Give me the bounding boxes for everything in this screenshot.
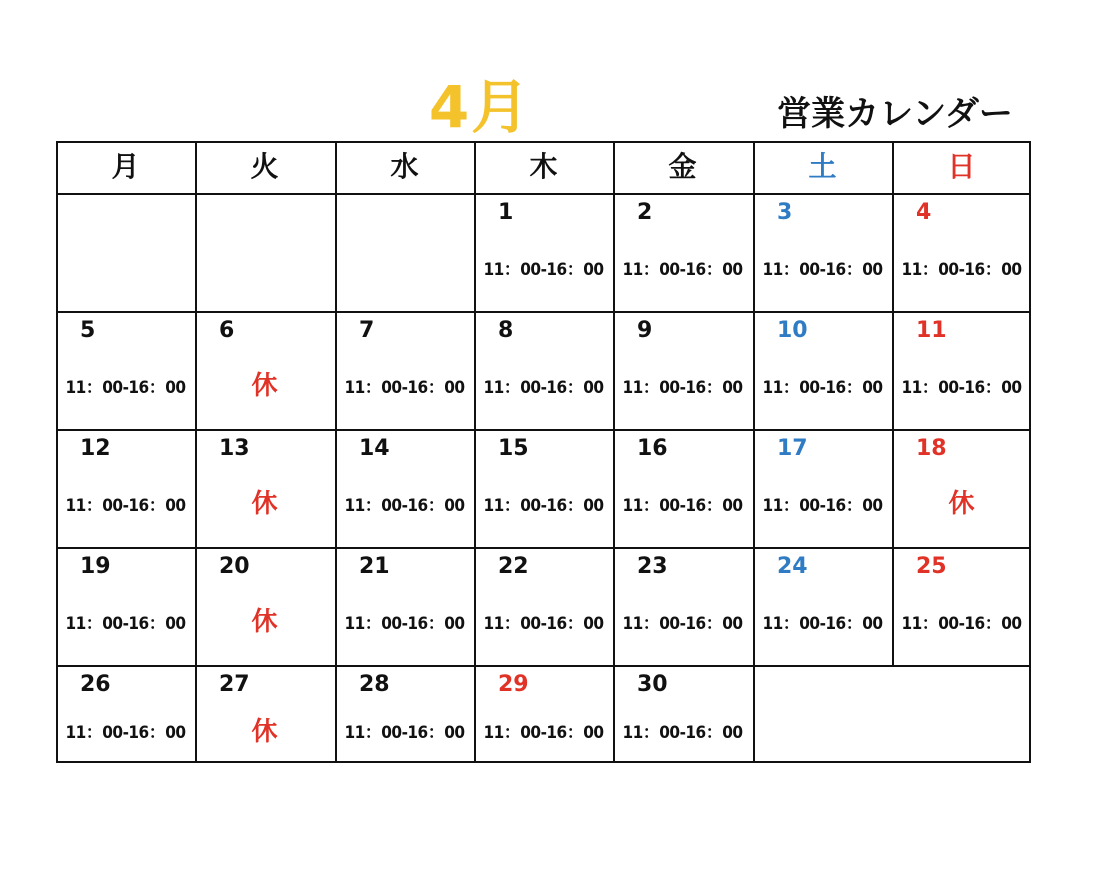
business-hours: 11：00-16：00 [483, 496, 604, 516]
business-hours: 11：00-16：00 [483, 260, 604, 280]
day-number: 16 [637, 436, 668, 461]
weekday-header: 金 [668, 150, 697, 183]
day-number: 18 [916, 436, 947, 461]
day-number: 20 [219, 554, 250, 579]
business-hours: 11：00-16：00 [622, 614, 743, 634]
day-number: 3 [777, 200, 793, 225]
weekday-header: 水 [390, 150, 419, 183]
row-divider [56, 429, 1031, 431]
day-number: 17 [777, 436, 808, 461]
column-divider [613, 141, 615, 763]
business-hours: 11：00-16：00 [65, 496, 186, 516]
row-divider [56, 665, 1031, 667]
business-hours: 11：00-16：00 [622, 260, 743, 280]
closed-mark: 休 [251, 607, 278, 637]
day-number: 28 [359, 672, 390, 697]
day-number: 13 [219, 436, 250, 461]
day-number: 27 [219, 672, 250, 697]
business-hours: 11：00-16：00 [901, 378, 1022, 398]
day-number: 22 [498, 554, 529, 579]
business-hours: 11：00-16：00 [622, 496, 743, 516]
day-number: 5 [80, 318, 96, 343]
column-divider [753, 141, 755, 763]
business-hours: 11：00-16：00 [901, 260, 1022, 280]
closed-mark: 休 [948, 489, 975, 519]
month-title: 4月 [428, 73, 532, 141]
business-hours: 11：00-16：00 [762, 260, 883, 280]
weekday-header: 日 [947, 150, 976, 183]
day-number: 24 [777, 554, 808, 579]
day-number: 14 [359, 436, 390, 461]
calendar-label: 営業カレンダー [777, 94, 1013, 134]
closed-mark: 休 [251, 717, 278, 747]
day-number: 7 [359, 318, 375, 343]
day-number: 2 [637, 200, 653, 225]
weekday-header: 木 [529, 150, 558, 183]
header-divider [56, 193, 1031, 195]
business-hours: 11：00-16：00 [483, 378, 604, 398]
business-hours: 11：00-16：00 [622, 378, 743, 398]
business-hours: 11：00-16：00 [762, 378, 883, 398]
row-divider [56, 547, 1031, 549]
business-hours: 11：00-16：00 [65, 378, 186, 398]
day-number: 8 [498, 318, 514, 343]
calendar-outer-border [56, 141, 1031, 763]
business-hours: 11：00-16：00 [344, 614, 465, 634]
business-hours: 11：00-16：00 [65, 614, 186, 634]
business-hours: 11：00-16：00 [344, 723, 465, 743]
day-number: 10 [777, 318, 808, 343]
day-number: 6 [219, 318, 235, 343]
day-number: 15 [498, 436, 529, 461]
business-hours: 11：00-16：00 [344, 378, 465, 398]
day-number: 29 [498, 672, 529, 697]
day-number: 23 [637, 554, 668, 579]
day-number: 1 [498, 200, 514, 225]
column-divider [892, 141, 894, 665]
business-hours: 11：00-16：00 [65, 723, 186, 743]
row-divider [56, 311, 1031, 313]
column-divider [474, 141, 476, 763]
day-number: 25 [916, 554, 947, 579]
closed-mark: 休 [251, 371, 278, 401]
business-hours: 11：00-16：00 [344, 496, 465, 516]
closed-mark: 休 [251, 489, 278, 519]
column-divider [335, 141, 337, 763]
day-number: 12 [80, 436, 111, 461]
business-hours: 11：00-16：00 [622, 723, 743, 743]
business-hours: 11：00-16：00 [762, 496, 883, 516]
business-hours: 11：00-16：00 [483, 614, 604, 634]
day-number: 4 [916, 200, 932, 225]
weekday-header: 土 [808, 150, 837, 183]
business-hours: 11：00-16：00 [901, 614, 1022, 634]
day-number: 19 [80, 554, 111, 579]
business-hours: 11：00-16：00 [483, 723, 604, 743]
weekday-header: 月 [111, 150, 140, 183]
weekday-header: 火 [250, 150, 279, 183]
business-hours: 11：00-16：00 [762, 614, 883, 634]
day-number: 21 [359, 554, 390, 579]
column-divider [195, 141, 197, 763]
day-number: 9 [637, 318, 653, 343]
day-number: 30 [637, 672, 668, 697]
day-number: 26 [80, 672, 111, 697]
business-calendar-grid [56, 141, 1031, 763]
day-number: 11 [916, 318, 947, 343]
